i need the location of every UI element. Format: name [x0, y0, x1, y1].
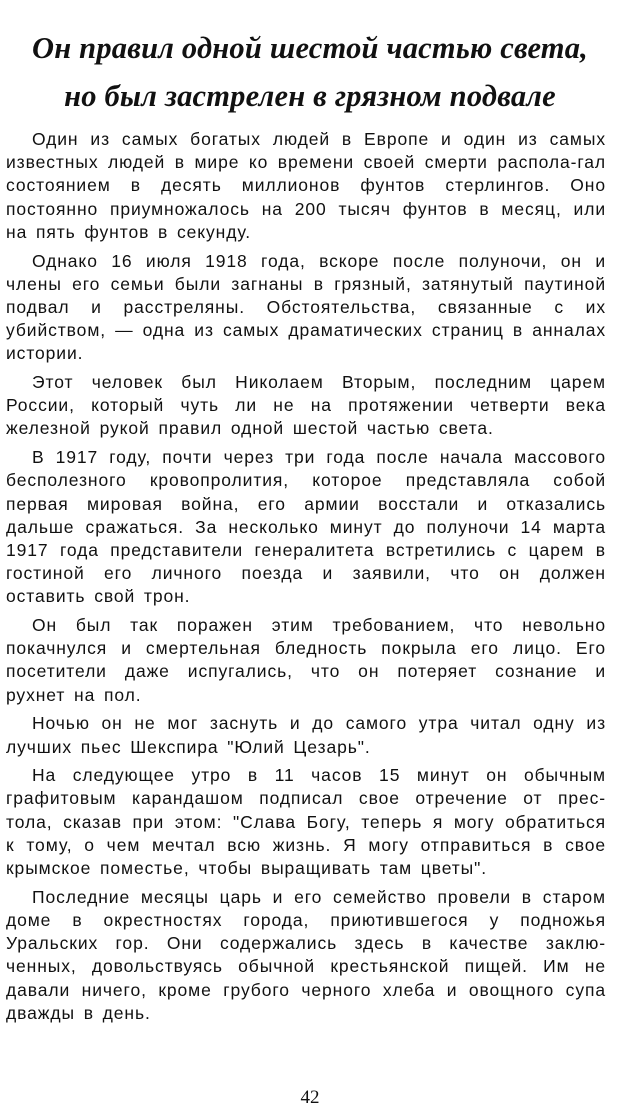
paragraph: Один из самых богатых людей в Европе и один из самых известных людей в мире ко времени своей смерти распола-гал состоянием в десять миллионов фунтов стерлингов. Оно постоянно приумножалось на 200 тысяч фунтов в месяц, или на пять фунтов в секунду. — [6, 129, 606, 242]
paragraph: Однако 16 июля 1918 года, вскоре после полуночи, он и члены его семьи были загнаны в грязный, затянутый паутиной подвал и расстреляны. Обстоятельства, связанные с их убийством, — одна из самых драматических страниц в анналах истории. — [6, 250, 606, 364]
body-text — [6, 128, 606, 1031]
chapter-title-line-1: Он правил одной шестой частью света, — [32, 31, 588, 66]
paragraph: В 1917 году, почти через три года после начала массового бесполезного кровопролития, которое представляла собой первая мировая война, его армии восстали и отказались дальше сражаться. За несколько минут до полуночи 14 марта 1917 года представители генералитета встретились с царем в гостиной его личного поезда и заявили, что он должен оставить свой трон. — [6, 447, 606, 607]
paragraph: Этот человек был Николаем Вторым, последним царем России, который чуть ли не на протяжении четверти века железной рукой правил одной шестой частью света. — [6, 372, 606, 439]
paragraph: На следующее утро в 11 часов 15 минут он обычным графитовым карандашом подписал свое отречение от прес-тола, сказав при этом: "Слава Богу, теперь я могу обратиться к тому, о чем мечтал всю жизнь. Я могу отправиться в свое крымское поместье, чтобы выращивать там цветы". — [6, 765, 606, 879]
paragraph: Ночью он не мог заснуть и до самого утра читал одну из лучших пьес Шекспира "Юлий Цезарь". — [6, 713, 606, 757]
paragraph: Последние месяцы царь и его семейство провели в старом доме в окрестностях города, приютившегося у подножья Уральских гор. Они содержались здесь в качестве заклю-ченных, довольствуясь обычной крестьянской пищей. Им не давали ничего, кроме грубого черного хлеба и овощного супа дважды в день. — [6, 886, 606, 1023]
chapter-title — [0, 24, 620, 120]
paragraph: Он был так поражен этим требованием, что невольно покачнулся и смертельная бледность покрыла его лицо. Его посетители даже испугались, что он потеряет сознание и рухнет на пол. — [6, 615, 606, 705]
page-number: 42 — [300, 1087, 320, 1108]
chapter-title-line-2: но был застрелен в грязном подвале — [64, 79, 556, 114]
